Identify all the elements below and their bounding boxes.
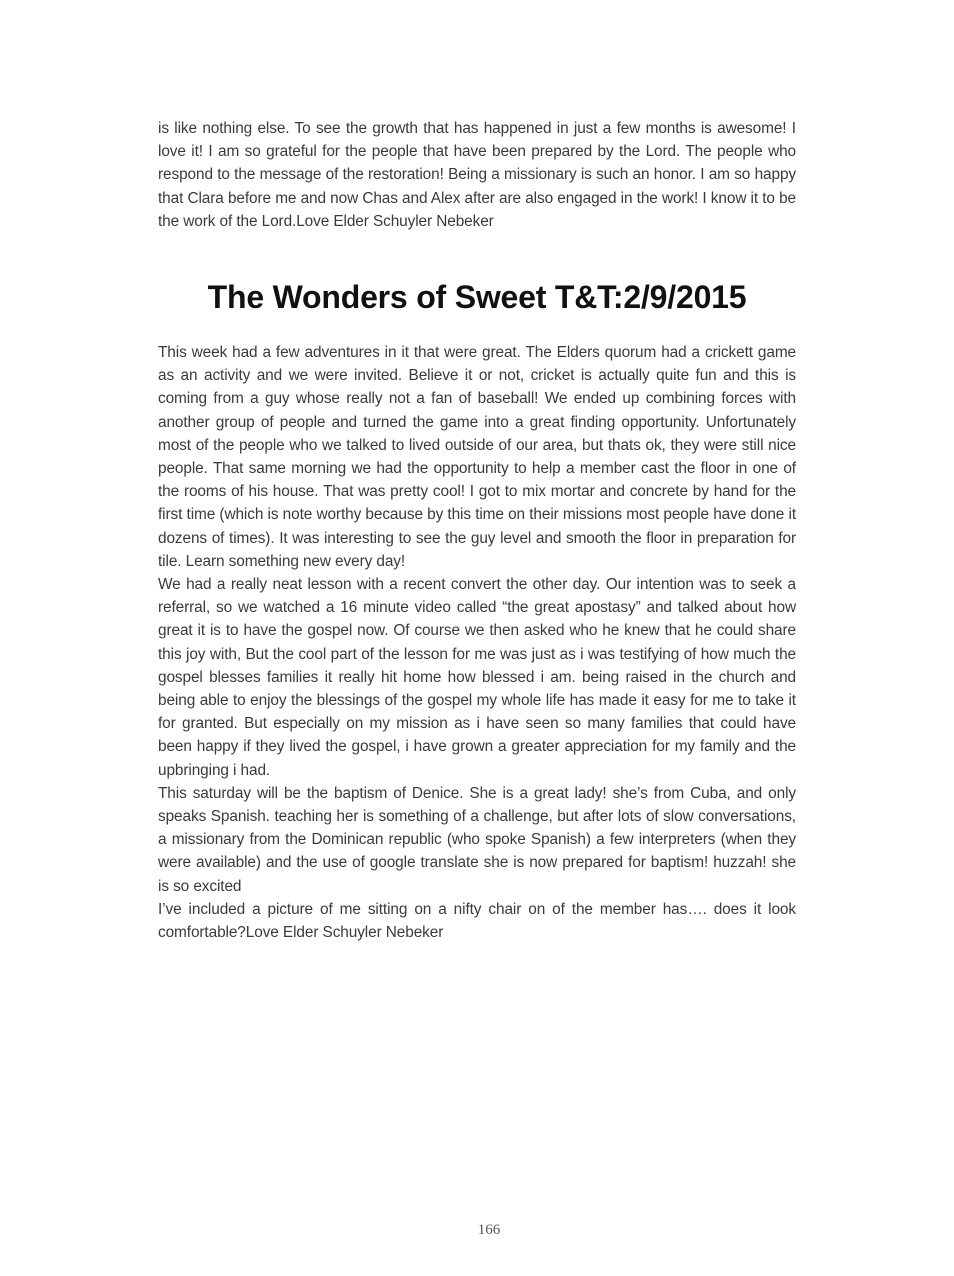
post-paragraph-1: This week had a few adventures in it that were great. The Elders quorum had a crickett game as an activity and we were invited. Believe it or not, cricket is actually quite fun and this is coming from a guy whose really not a fan of baseball! We ended up combining forces with another group of people and turned the game into a great finding opportunity. Unfortunately most of the people who we talked to lived outside of our area, but thats ok, they were still nice people. That same morning we had the opportunity to help a member cast the floor in one of the rooms of his house. That was pretty cool! I got to mix mortar and concrete by hand for the first time (which is note worthy because by this time on their missions most people have done it dozens of times). It was interesting to see the guy level and smooth the floor in preparation for tile. Learn something new every day! [158,344,796,570]
post-paragraph-3: This saturday will be the baptism of Denice. She is a great lady! she’s from Cuba, and only speaks Spanish. teaching her is something of a challenge, but after lots of slow conversations, a missionary from the Dominican republic (who spoke Spanish) a few interpreters (when they were available) and the use of google translate she is now prepared for baptism! huzzah! she is so excited [158,784,796,895]
post-paragraph-2: We had a really neat lesson with a recent convert the other day. Our intention was to seek a referral, so we watched a 16 minute video called “the great apostasy” and talked about how great it is to have the gospel now. Of course we then asked who he knew that he could share this joy with, But the cool part of the lesson for me was just as i was testifying of how much the gospel blesses families it really hit home how blessed i am. being raised in the church and being able to enjoy the blessings of the gospel my whole life has made it easy for me to take it for granted. But especially on my mission as i have seen so many families that could have been happy if they lived the gospel, i have grown a greater appreciation for my family and the upbringing i had. [158,576,796,779]
post-title: The Wonders of Sweet T&T:2/9/2015 [207,279,747,316]
post-body [158,341,796,944]
page-content [158,117,796,944]
intro-paragraph: is like nothing else. To see the growth that has happened in just a few months is awesome! I love it! I am so grateful for the people that have been prepared by the Lord. The people who respond to the message of the restoration! Being a missionary is such an honor. I am so happy that Clara before me and now Chas and Alex after are also engaged in the work! I know it to be the work of the Lord.Love Elder Schuyler Nebeker [158,120,796,230]
post-paragraph-4: I’ve included a picture of me sitting on a nifty chair on of the member has…. does it look comfortable?Love Elder Schuyler Nebeker [158,900,796,942]
page-number: 166 [477,1222,501,1238]
